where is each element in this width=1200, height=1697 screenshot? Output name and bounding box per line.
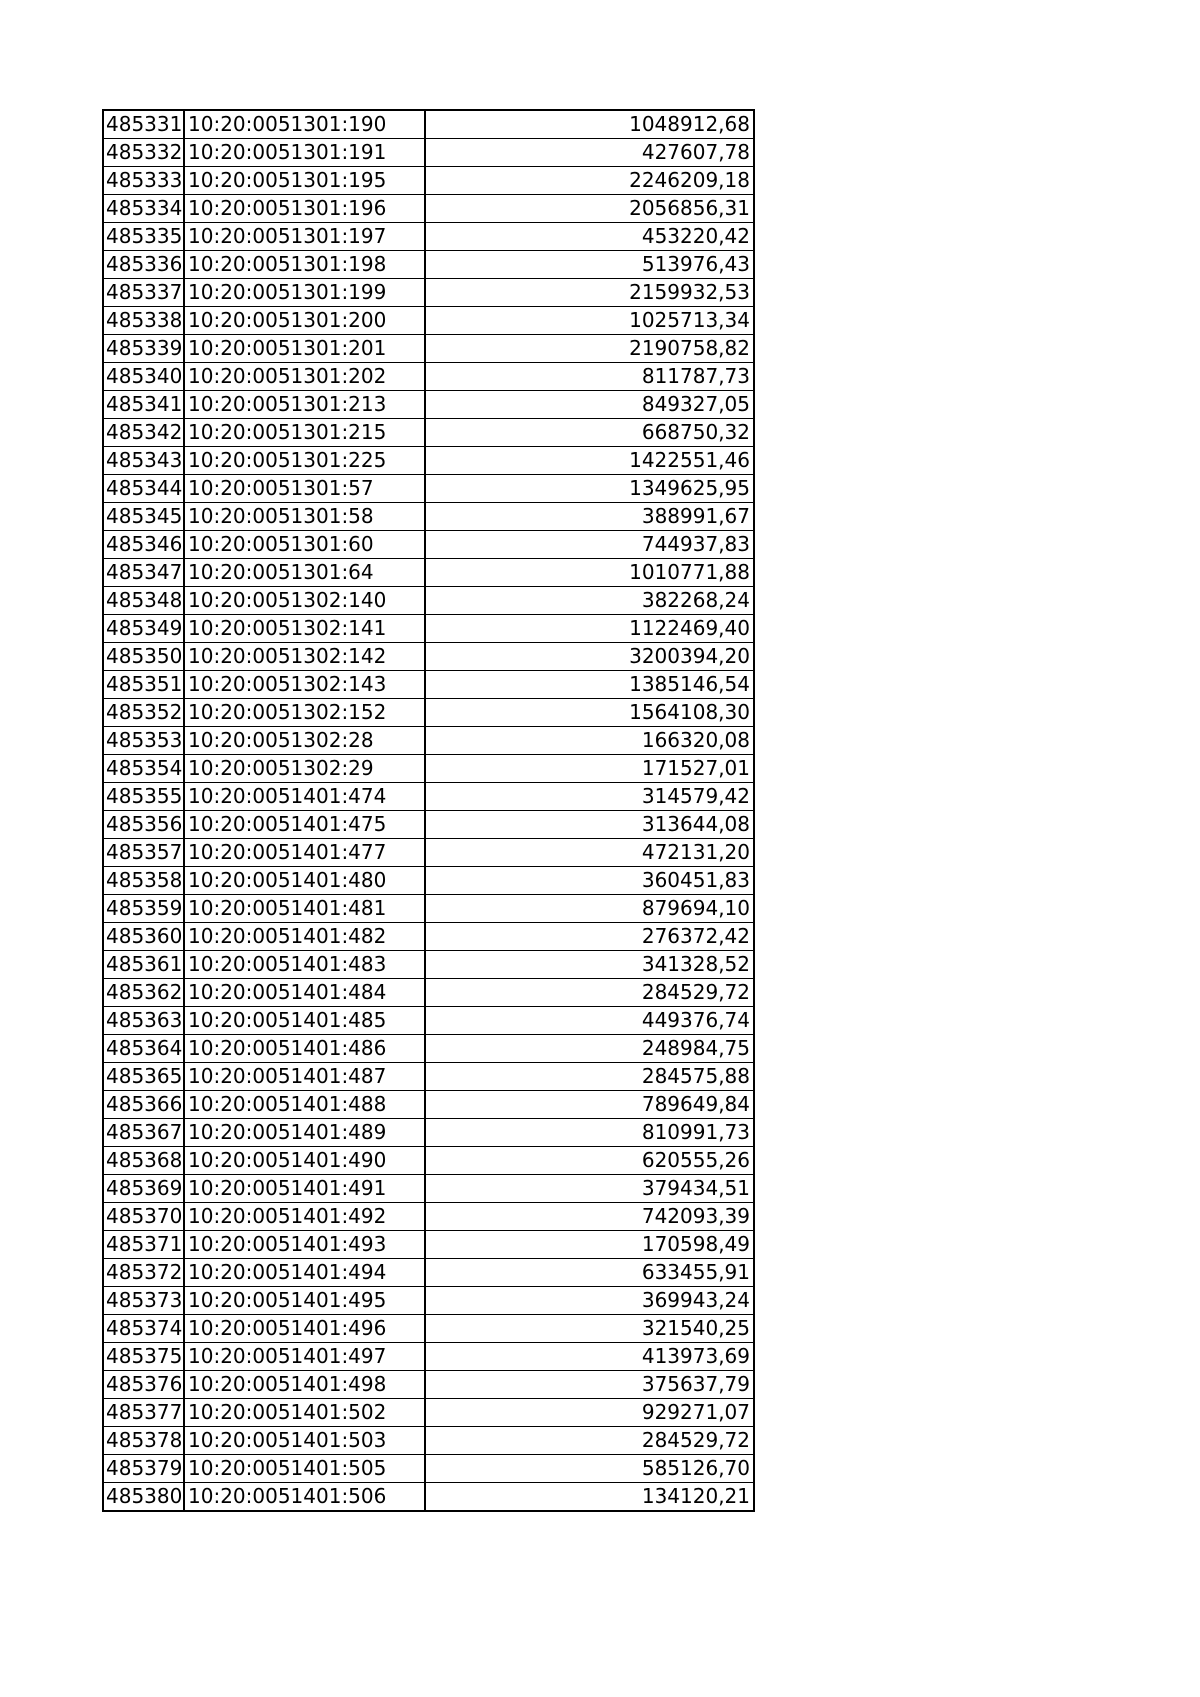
cadastral-number-cell: 10:20:0051401:488 xyxy=(184,1091,425,1119)
cadastral-number-cell: 10:20:0051301:213 xyxy=(184,391,425,419)
table-row xyxy=(103,279,754,307)
row-number-cell: 485335 xyxy=(103,223,184,251)
row-number-cell: 485334 xyxy=(103,195,184,223)
row-number-cell: 485373 xyxy=(103,1287,184,1315)
value-cell: 134120,21 xyxy=(425,1483,754,1512)
value-cell: 472131,20 xyxy=(425,839,754,867)
value-cell: 810991,73 xyxy=(425,1119,754,1147)
value-cell: 585126,70 xyxy=(425,1455,754,1483)
cadastral-number-cell: 10:20:0051401:475 xyxy=(184,811,425,839)
table-row xyxy=(103,1203,754,1231)
cadastral-number-cell: 10:20:0051401:492 xyxy=(184,1203,425,1231)
cadastral-number-cell: 10:20:0051401:486 xyxy=(184,1035,425,1063)
row-number-cell: 485362 xyxy=(103,979,184,1007)
cadastral-number-cell: 10:20:0051301:196 xyxy=(184,195,425,223)
value-cell: 388991,67 xyxy=(425,503,754,531)
row-number-cell: 485343 xyxy=(103,447,184,475)
value-cell: 171527,01 xyxy=(425,755,754,783)
row-number-cell: 485368 xyxy=(103,1147,184,1175)
cadastral-number-cell: 10:20:0051302:28 xyxy=(184,727,425,755)
value-cell: 879694,10 xyxy=(425,895,754,923)
value-cell: 2246209,18 xyxy=(425,167,754,195)
table-row xyxy=(103,307,754,335)
row-number-cell: 485341 xyxy=(103,391,184,419)
row-number-cell: 485355 xyxy=(103,783,184,811)
table-row xyxy=(103,1315,754,1343)
cadastral-number-cell: 10:20:0051401:503 xyxy=(184,1427,425,1455)
row-number-cell: 485378 xyxy=(103,1427,184,1455)
cadastral-number-cell: 10:20:0051401:491 xyxy=(184,1175,425,1203)
cadastral-number-cell: 10:20:0051401:497 xyxy=(184,1343,425,1371)
value-cell: 170598,49 xyxy=(425,1231,754,1259)
cadastral-number-cell: 10:20:0051302:143 xyxy=(184,671,425,699)
value-cell: 375637,79 xyxy=(425,1371,754,1399)
value-cell: 453220,42 xyxy=(425,223,754,251)
cadastral-number-cell: 10:20:0051401:502 xyxy=(184,1399,425,1427)
row-number-cell: 485342 xyxy=(103,419,184,447)
row-number-cell: 485354 xyxy=(103,755,184,783)
row-number-cell: 485369 xyxy=(103,1175,184,1203)
cadastral-number-cell: 10:20:0051401:485 xyxy=(184,1007,425,1035)
cadastral-number-cell: 10:20:0051401:482 xyxy=(184,923,425,951)
cadastral-number-cell: 10:20:0051301:198 xyxy=(184,251,425,279)
table-row xyxy=(103,391,754,419)
cadastral-number-cell: 10:20:0051401:483 xyxy=(184,951,425,979)
row-number-cell: 485374 xyxy=(103,1315,184,1343)
cadastral-number-cell: 10:20:0051401:498 xyxy=(184,1371,425,1399)
table-row xyxy=(103,531,754,559)
table-row xyxy=(103,867,754,895)
cadastral-number-cell: 10:20:0051401:496 xyxy=(184,1315,425,1343)
table-row xyxy=(103,783,754,811)
row-number-cell: 485348 xyxy=(103,587,184,615)
row-number-cell: 485379 xyxy=(103,1455,184,1483)
row-number-cell: 485365 xyxy=(103,1063,184,1091)
value-cell: 849327,05 xyxy=(425,391,754,419)
row-number-cell: 485339 xyxy=(103,335,184,363)
row-number-cell: 485363 xyxy=(103,1007,184,1035)
value-cell: 1122469,40 xyxy=(425,615,754,643)
table-row xyxy=(103,671,754,699)
cadastral-number-cell: 10:20:0051401:505 xyxy=(184,1455,425,1483)
row-number-cell: 485367 xyxy=(103,1119,184,1147)
cadastral-number-cell: 10:20:0051302:152 xyxy=(184,699,425,727)
cadastral-number-cell: 10:20:0051301:199 xyxy=(184,279,425,307)
row-number-cell: 485349 xyxy=(103,615,184,643)
value-cell: 284529,72 xyxy=(425,979,754,1007)
value-cell: 668750,32 xyxy=(425,419,754,447)
cadastral-number-cell: 10:20:0051401:484 xyxy=(184,979,425,1007)
table-row xyxy=(103,1287,754,1315)
value-cell: 3200394,20 xyxy=(425,643,754,671)
cadastral-number-cell: 10:20:0051401:495 xyxy=(184,1287,425,1315)
table-row xyxy=(103,1371,754,1399)
value-cell: 314579,42 xyxy=(425,783,754,811)
value-cell: 248984,75 xyxy=(425,1035,754,1063)
value-cell: 427607,78 xyxy=(425,139,754,167)
table-row xyxy=(103,1231,754,1259)
row-number-cell: 485345 xyxy=(103,503,184,531)
table-row xyxy=(103,1259,754,1287)
table-row xyxy=(103,1483,754,1512)
row-number-cell: 485364 xyxy=(103,1035,184,1063)
table-row xyxy=(103,167,754,195)
row-number-cell: 485347 xyxy=(103,559,184,587)
value-cell: 811787,73 xyxy=(425,363,754,391)
table-row xyxy=(103,1455,754,1483)
value-cell: 1422551,46 xyxy=(425,447,754,475)
row-number-cell: 485361 xyxy=(103,951,184,979)
value-cell: 413973,69 xyxy=(425,1343,754,1371)
cadastral-number-cell: 10:20:0051302:141 xyxy=(184,615,425,643)
value-cell: 1349625,95 xyxy=(425,475,754,503)
row-number-cell: 485357 xyxy=(103,839,184,867)
cadastral-number-cell: 10:20:0051401:477 xyxy=(184,839,425,867)
table-row xyxy=(103,1035,754,1063)
row-number-cell: 485332 xyxy=(103,139,184,167)
cadastral-number-cell: 10:20:0051401:506 xyxy=(184,1483,425,1512)
cadastral-number-cell: 10:20:0051401:493 xyxy=(184,1231,425,1259)
table-row xyxy=(103,1007,754,1035)
table-row xyxy=(103,615,754,643)
cadastral-number-cell: 10:20:0051401:481 xyxy=(184,895,425,923)
cadastral-number-cell: 10:20:0051301:64 xyxy=(184,559,425,587)
value-cell: 633455,91 xyxy=(425,1259,754,1287)
row-number-cell: 485377 xyxy=(103,1399,184,1427)
value-cell: 744937,83 xyxy=(425,531,754,559)
value-cell: 321540,25 xyxy=(425,1315,754,1343)
cadastral-number-cell: 10:20:0051302:29 xyxy=(184,755,425,783)
row-number-cell: 485370 xyxy=(103,1203,184,1231)
table-row xyxy=(103,110,754,139)
row-number-cell: 485356 xyxy=(103,811,184,839)
row-number-cell: 485331 xyxy=(103,110,184,139)
cadastral-number-cell: 10:20:0051301:201 xyxy=(184,335,425,363)
table-row xyxy=(103,335,754,363)
value-cell: 789649,84 xyxy=(425,1091,754,1119)
table-row xyxy=(103,1063,754,1091)
table-row xyxy=(103,811,754,839)
table-row xyxy=(103,1399,754,1427)
table-row xyxy=(103,1175,754,1203)
value-cell: 284575,88 xyxy=(425,1063,754,1091)
value-cell: 1025713,34 xyxy=(425,307,754,335)
table-row xyxy=(103,195,754,223)
value-cell: 1048912,68 xyxy=(425,110,754,139)
value-cell: 1010771,88 xyxy=(425,559,754,587)
table-row xyxy=(103,755,754,783)
row-number-cell: 485372 xyxy=(103,1259,184,1287)
table-row xyxy=(103,1119,754,1147)
cadastral-number-cell: 10:20:0051301:215 xyxy=(184,419,425,447)
value-cell: 1385146,54 xyxy=(425,671,754,699)
row-number-cell: 485358 xyxy=(103,867,184,895)
cadastral-number-cell: 10:20:0051301:225 xyxy=(184,447,425,475)
value-cell: 276372,42 xyxy=(425,923,754,951)
cadastral-number-cell: 10:20:0051401:489 xyxy=(184,1119,425,1147)
cadastral-number-cell: 10:20:0051301:58 xyxy=(184,503,425,531)
table-row xyxy=(103,895,754,923)
table-row xyxy=(103,1343,754,1371)
cadastral-number-cell: 10:20:0051401:480 xyxy=(184,867,425,895)
table-row xyxy=(103,727,754,755)
cadastral-number-cell: 10:20:0051401:494 xyxy=(184,1259,425,1287)
row-number-cell: 485333 xyxy=(103,167,184,195)
value-cell: 929271,07 xyxy=(425,1399,754,1427)
cadastral-number-cell: 10:20:0051401:474 xyxy=(184,783,425,811)
table-row xyxy=(103,1091,754,1119)
table-row xyxy=(103,419,754,447)
row-number-cell: 485360 xyxy=(103,923,184,951)
table-row xyxy=(103,699,754,727)
row-number-cell: 485371 xyxy=(103,1231,184,1259)
table-row xyxy=(103,503,754,531)
table-row xyxy=(103,1427,754,1455)
table-row xyxy=(103,839,754,867)
table-row xyxy=(103,475,754,503)
table-row xyxy=(103,447,754,475)
cadastral-number-cell: 10:20:0051401:490 xyxy=(184,1147,425,1175)
cadastral-number-cell: 10:20:0051301:190 xyxy=(184,110,425,139)
value-cell: 2190758,82 xyxy=(425,335,754,363)
cadastral-number-cell: 10:20:0051302:140 xyxy=(184,587,425,615)
table-row xyxy=(103,951,754,979)
row-number-cell: 485344 xyxy=(103,475,184,503)
value-cell: 620555,26 xyxy=(425,1147,754,1175)
table-row xyxy=(103,643,754,671)
value-cell: 341328,52 xyxy=(425,951,754,979)
cadastral-number-cell: 10:20:0051301:202 xyxy=(184,363,425,391)
row-number-cell: 485376 xyxy=(103,1371,184,1399)
table-row xyxy=(103,139,754,167)
value-cell: 379434,51 xyxy=(425,1175,754,1203)
row-number-cell: 485380 xyxy=(103,1483,184,1512)
data-table xyxy=(102,109,755,1512)
table-row xyxy=(103,979,754,1007)
value-cell: 513976,43 xyxy=(425,251,754,279)
table-row xyxy=(103,363,754,391)
row-number-cell: 485359 xyxy=(103,895,184,923)
cadastral-number-cell: 10:20:0051301:200 xyxy=(184,307,425,335)
table-row xyxy=(103,923,754,951)
cadastral-number-cell: 10:20:0051301:197 xyxy=(184,223,425,251)
value-cell: 1564108,30 xyxy=(425,699,754,727)
row-number-cell: 485353 xyxy=(103,727,184,755)
value-cell: 166320,08 xyxy=(425,727,754,755)
row-number-cell: 485350 xyxy=(103,643,184,671)
value-cell: 2056856,31 xyxy=(425,195,754,223)
row-number-cell: 485352 xyxy=(103,699,184,727)
row-number-cell: 485351 xyxy=(103,671,184,699)
value-cell: 369943,24 xyxy=(425,1287,754,1315)
row-number-cell: 485336 xyxy=(103,251,184,279)
value-cell: 313644,08 xyxy=(425,811,754,839)
table-body xyxy=(103,110,754,1511)
cadastral-number-cell: 10:20:0051301:195 xyxy=(184,167,425,195)
row-number-cell: 485346 xyxy=(103,531,184,559)
cadastral-number-cell: 10:20:0051401:487 xyxy=(184,1063,425,1091)
cadastral-number-cell: 10:20:0051301:57 xyxy=(184,475,425,503)
row-number-cell: 485340 xyxy=(103,363,184,391)
table-row xyxy=(103,251,754,279)
row-number-cell: 485337 xyxy=(103,279,184,307)
cadastral-number-cell: 10:20:0051301:191 xyxy=(184,139,425,167)
value-cell: 360451,83 xyxy=(425,867,754,895)
value-cell: 284529,72 xyxy=(425,1427,754,1455)
row-number-cell: 485366 xyxy=(103,1091,184,1119)
table-row xyxy=(103,223,754,251)
value-cell: 382268,24 xyxy=(425,587,754,615)
cadastral-number-cell: 10:20:0051302:142 xyxy=(184,643,425,671)
table-row xyxy=(103,559,754,587)
value-cell: 742093,39 xyxy=(425,1203,754,1231)
table-row xyxy=(103,587,754,615)
row-number-cell: 485375 xyxy=(103,1343,184,1371)
table-row xyxy=(103,1147,754,1175)
value-cell: 2159932,53 xyxy=(425,279,754,307)
value-cell: 449376,74 xyxy=(425,1007,754,1035)
cadastral-number-cell: 10:20:0051301:60 xyxy=(184,531,425,559)
row-number-cell: 485338 xyxy=(103,307,184,335)
